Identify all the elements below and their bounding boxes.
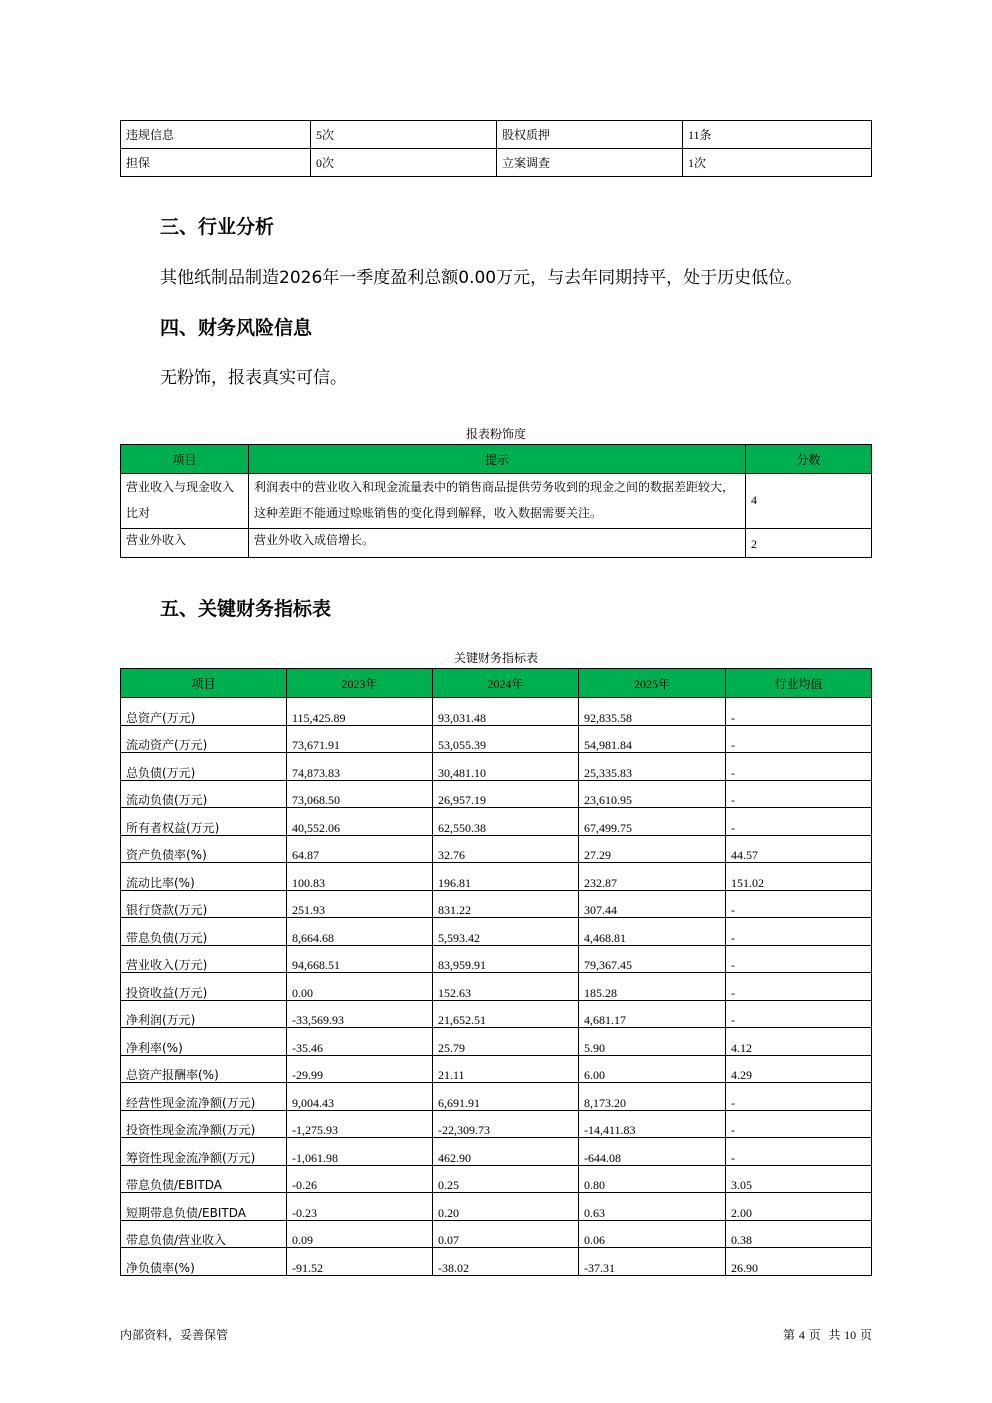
risk-summary-table: [120, 120, 872, 177]
row-value: 32.76: [433, 835, 579, 863]
row-label: 流动比率(%): [121, 863, 287, 891]
row-value: 54,981.84: [579, 725, 726, 753]
row-value: -14,411.83: [579, 1110, 726, 1138]
report-whitewash-table: [120, 444, 872, 558]
row-label: 银行贷款(万元): [121, 890, 287, 918]
row-value: 73,068.50: [287, 780, 433, 808]
row-value: -: [726, 753, 872, 781]
row-value: -: [726, 1138, 872, 1166]
row-value: -29.99: [287, 1055, 433, 1083]
table-row: [121, 918, 872, 946]
row-value: 9,004.43: [287, 1083, 433, 1111]
row-value: 1次: [683, 149, 872, 177]
row-value: -: [726, 698, 872, 726]
row-value: 44.57: [726, 835, 872, 863]
row-value: 196.81: [433, 863, 579, 891]
row-label: 经营性现金流净额(万元): [121, 1083, 287, 1111]
table-row: [121, 1055, 872, 1083]
table-row: [121, 890, 872, 918]
row-label: 投资性现金流净额(万元): [121, 1110, 287, 1138]
table-row: [121, 529, 872, 558]
row-value: 8,173.20: [579, 1083, 726, 1111]
row-value: 2.00: [726, 1193, 872, 1221]
table-row: [121, 1083, 872, 1111]
row-value: 5次: [311, 121, 497, 149]
fin-table-caption: 关键财务指标表: [453, 651, 538, 665]
table-row: [121, 1220, 872, 1248]
row-value: 232.87: [579, 863, 726, 891]
row-value: 26.90: [726, 1248, 872, 1276]
row-value: -0.26: [287, 1165, 433, 1193]
row-value: -: [726, 1083, 872, 1111]
header-2024: 2024年: [433, 669, 579, 698]
row-value: 185.28: [579, 973, 726, 1001]
row-value: 11条: [683, 121, 872, 149]
row-value: 25,335.83: [579, 753, 726, 781]
row-value: -35.46: [287, 1028, 433, 1056]
row-value: 4.12: [726, 1028, 872, 1056]
key-financial-indicators-table: [120, 668, 872, 1276]
row-label: 总资产报酬率(%): [121, 1055, 287, 1083]
section-3-text: 其他纸制品制造2026年一季度盈利总额0.00万元，与去年同期持平，处于历史低位。: [160, 268, 803, 288]
row-label: 带息负债/EBITDA: [121, 1165, 287, 1193]
row-value: 100.83: [287, 863, 433, 891]
table-row: [121, 725, 872, 753]
row-label: 担保: [121, 149, 311, 177]
row-value: 0.09: [287, 1220, 433, 1248]
row-value: 0.06: [579, 1220, 726, 1248]
row-label: 违规信息: [121, 121, 311, 149]
row-score: 4: [746, 474, 872, 529]
row-value: -1,061.98: [287, 1138, 433, 1166]
row-value: 30,481.10: [433, 753, 579, 781]
row-value: 5.90: [579, 1028, 726, 1056]
table-row: [121, 1110, 872, 1138]
row-value: -33,569.93: [287, 1000, 433, 1028]
table-row: [121, 808, 872, 836]
row-hint: 利润表中的营业收入和现金流量表中的销售商品提供劳务收到的现金之间的数据差距较大，这种差距不能通过赊账销售的变化得到解释，收入数据需要关注。: [249, 474, 746, 529]
row-label: 总负债(万元): [121, 753, 287, 781]
row-value: -38.02: [433, 1248, 579, 1276]
row-value: 0.80: [579, 1165, 726, 1193]
row-label: 营业收入(万元): [121, 945, 287, 973]
row-value: -: [726, 725, 872, 753]
row-label: 资产负债率(%): [121, 835, 287, 863]
header-industry-avg: 行业均值: [726, 669, 872, 698]
header-item: 项目: [121, 445, 249, 474]
table-row: [121, 1165, 872, 1193]
risk-table-caption: 报表粉饰度: [465, 427, 526, 441]
row-label: 净利率(%): [121, 1028, 287, 1056]
row-value: 73,671.91: [287, 725, 433, 753]
table-row: [121, 835, 872, 863]
row-value: 115,425.89: [287, 698, 433, 726]
row-value: -: [726, 890, 872, 918]
table-row: [121, 149, 872, 177]
table-row: [121, 1193, 872, 1221]
row-value: 3.05: [726, 1165, 872, 1193]
header-score: 分数: [746, 445, 872, 474]
footer-page-number: 第 4 页 共 10 页: [783, 1328, 872, 1342]
row-value: 64.87: [287, 835, 433, 863]
row-value: 40,552.06: [287, 808, 433, 836]
table-row: [121, 863, 872, 891]
row-value: 立案调查: [497, 149, 683, 177]
row-label: 短期带息负债/EBITDA: [121, 1193, 287, 1221]
header-hint: 提示: [249, 445, 746, 474]
row-value: 92,835.58: [579, 698, 726, 726]
row-value: 151.02: [726, 863, 872, 891]
row-value: -37.31: [579, 1248, 726, 1276]
section-3-heading: 三、行业分析: [160, 216, 275, 238]
row-item: 营业收入与现金收入比对: [121, 474, 249, 529]
row-value: 6.00: [579, 1055, 726, 1083]
row-value: 6,691.91: [433, 1083, 579, 1111]
row-label: 带息负债(万元): [121, 918, 287, 946]
row-value: 25.79: [433, 1028, 579, 1056]
row-value: 27.29: [579, 835, 726, 863]
row-label: 投资收益(万元): [121, 973, 287, 1001]
row-hint: 营业外收入成倍增长。: [249, 529, 746, 558]
row-value: 94,668.51: [287, 945, 433, 973]
section-5-heading: 五、关键财务指标表: [160, 598, 332, 620]
table-row: [121, 1138, 872, 1166]
table-row: [121, 945, 872, 973]
row-value: 62,550.38: [433, 808, 579, 836]
row-value: 53,055.39: [433, 725, 579, 753]
row-value: 0.25: [433, 1165, 579, 1193]
header-2023: 2023年: [287, 669, 433, 698]
row-label: 流动资产(万元): [121, 725, 287, 753]
row-value: -: [726, 918, 872, 946]
row-value: 0.63: [579, 1193, 726, 1221]
row-value: 67,499.75: [579, 808, 726, 836]
table-row: [121, 973, 872, 1001]
row-label: 总资产(万元): [121, 698, 287, 726]
row-value: 152.63: [433, 973, 579, 1001]
row-value: -22,309.73: [433, 1110, 579, 1138]
row-value: 4.29: [726, 1055, 872, 1083]
table-row: [121, 1000, 872, 1028]
row-value: 4,468.81: [579, 918, 726, 946]
row-value: -0.23: [287, 1193, 433, 1221]
section-4-heading: 四、财务风险信息: [160, 317, 313, 339]
row-label: 流动负债(万元): [121, 780, 287, 808]
row-value: 83,959.91: [433, 945, 579, 973]
row-label: 净利润(万元): [121, 1000, 287, 1028]
row-label: 带息负债/营业收入: [121, 1220, 287, 1248]
row-value: 5,593.42: [433, 918, 579, 946]
row-value: -: [726, 945, 872, 973]
row-value: 831.22: [433, 890, 579, 918]
row-value: 股权质押: [497, 121, 683, 149]
row-score: 2: [746, 529, 872, 558]
row-value: 462.90: [433, 1138, 579, 1166]
row-value: 21,652.51: [433, 1000, 579, 1028]
footer-confidential: 内部资料，妥善保管: [120, 1328, 229, 1342]
row-value: 74,873.83: [287, 753, 433, 781]
row-value: 0次: [311, 149, 497, 177]
row-value: 4,681.17: [579, 1000, 726, 1028]
row-value: 23,610.95: [579, 780, 726, 808]
row-value: -1,275.93: [287, 1110, 433, 1138]
table-row: [121, 474, 872, 529]
row-value: 93,031.48: [433, 698, 579, 726]
row-value: -644.08: [579, 1138, 726, 1166]
header-item: 项目: [121, 669, 287, 698]
table-row: [121, 1248, 872, 1276]
row-label: 所有者权益(万元): [121, 808, 287, 836]
table-row: [121, 780, 872, 808]
row-value: -91.52: [287, 1248, 433, 1276]
table-row: [121, 753, 872, 781]
row-value: -: [726, 973, 872, 1001]
row-label: 净负债率(%): [121, 1248, 287, 1276]
row-value: 0.07: [433, 1220, 579, 1248]
row-value: 26,957.19: [433, 780, 579, 808]
row-value: 21.11: [433, 1055, 579, 1083]
row-value: 307.44: [579, 890, 726, 918]
row-value: 8,664.68: [287, 918, 433, 946]
row-value: 251.93: [287, 890, 433, 918]
row-label: 筹资性现金流净额(万元): [121, 1138, 287, 1166]
table-row: [121, 1028, 872, 1056]
table-row: [121, 698, 872, 726]
table-row: [121, 121, 872, 149]
section-4-text: 无粉饰，报表真实可信。: [160, 368, 347, 388]
row-value: -: [726, 780, 872, 808]
header-2025: 2025年: [579, 669, 726, 698]
row-value: 79,367.45: [579, 945, 726, 973]
row-value: -: [726, 808, 872, 836]
row-value: -: [726, 1110, 872, 1138]
row-value: 0.20: [433, 1193, 579, 1221]
row-value: 0.38: [726, 1220, 872, 1248]
row-item: 营业外收入: [121, 529, 249, 558]
row-value: -: [726, 1000, 872, 1028]
row-value: 0.00: [287, 973, 433, 1001]
